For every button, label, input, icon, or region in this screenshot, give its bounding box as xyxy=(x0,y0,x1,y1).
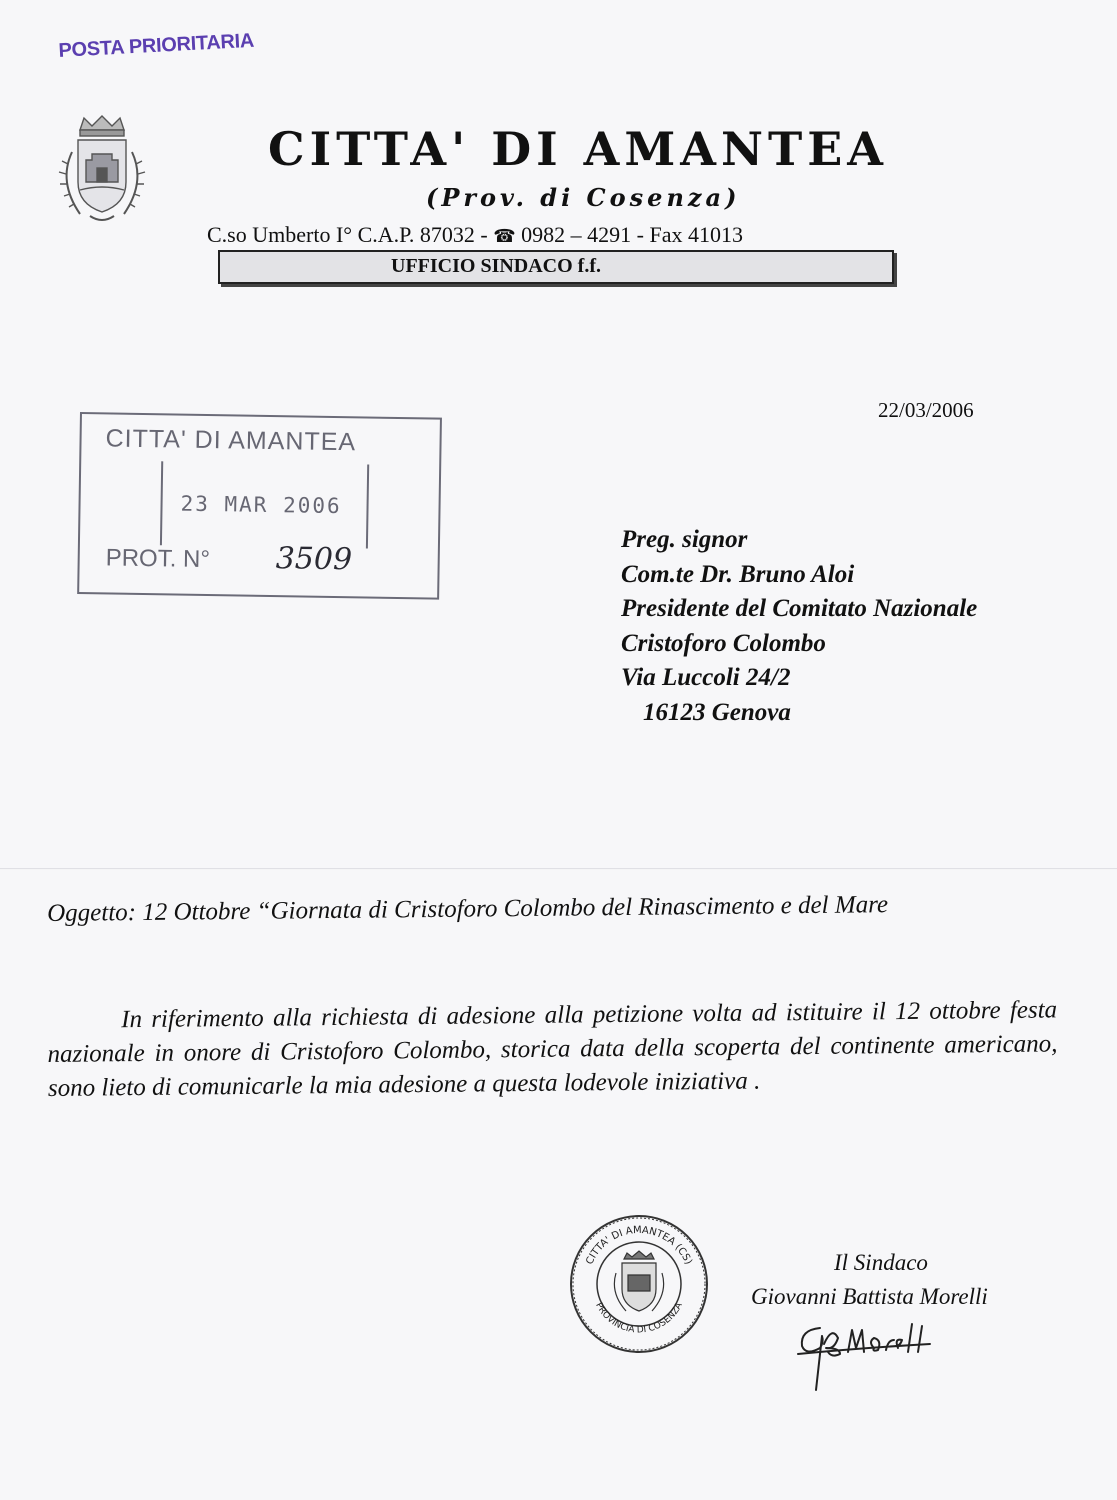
letter-date: 22/03/2006 xyxy=(878,398,974,422)
subject-line: Oggetto: 12 Ottobre “Giornata di Cristoforo Colombo del Rinascimento e del Mare xyxy=(47,891,889,927)
handwritten-signature xyxy=(790,1308,940,1398)
protocol-stamp xyxy=(77,412,442,600)
recipient-role: Presidente del Comitato Nazionale xyxy=(621,595,978,622)
seal-bottom-text: PROVINCIA DI COSENZA xyxy=(593,1301,685,1336)
coat-of-arms-icon xyxy=(50,112,155,230)
office-banner xyxy=(218,250,894,284)
svg-text:CITTA' DI AMANTEA (CS) xyxy=(584,1225,693,1267)
phone-icon: ☎ xyxy=(493,226,516,246)
address-left: C.so Umberto I° C.A.P. 87032 - xyxy=(207,222,494,247)
protocol-stamp-label: PROT. N° xyxy=(105,544,211,574)
official-seal-icon xyxy=(568,1213,710,1355)
seal-top-text: CITTA' DI AMANTEA (CS) xyxy=(584,1224,694,1267)
protocol-number: 3509 xyxy=(275,541,353,578)
protocol-stamp-date: 23 MAR 2006 xyxy=(180,491,342,519)
fold-crease xyxy=(0,868,1117,870)
recipient-city: 16123 Genova xyxy=(643,698,791,726)
recipient-name: Com.te Dr. Bruno Aloi xyxy=(621,560,855,588)
address-line xyxy=(207,222,743,248)
recipient-org: Cristoforo Colombo xyxy=(621,629,826,657)
signatory-name: Giovanni Battista Morelli xyxy=(751,1284,988,1309)
recipient-block xyxy=(621,523,977,730)
city-title: CITTA' DI AMANTEA xyxy=(268,122,888,176)
office-label: UFFICIO SINDACO f.f. xyxy=(391,255,601,277)
posta-prioritaria-stamp: POSTA PRIORITARIA xyxy=(58,29,255,62)
address-right: 0982 – 4291 - Fax 41013 xyxy=(515,222,743,247)
province-subtitle: (Prov. di Cosenza) xyxy=(426,183,741,212)
recipient-street: Via Luccoli 24/2 xyxy=(621,664,791,691)
signatory-title: Il Sindaco xyxy=(834,1250,928,1275)
body-paragraph: In riferimento alla richiesta di adesione alla petizione volta ad istituire il 12 ottobre festa nazionale in onore di Cristoforo Colombo, storica data della scoperta del continente americano, sono lieto di comunicarle la mia adesione a questa lodevole iniziativa . xyxy=(47,996,1058,1102)
protocol-stamp-city: CITTA' DI AMANTEA xyxy=(105,424,357,457)
recipient-salutation: Preg. signor xyxy=(621,526,748,553)
